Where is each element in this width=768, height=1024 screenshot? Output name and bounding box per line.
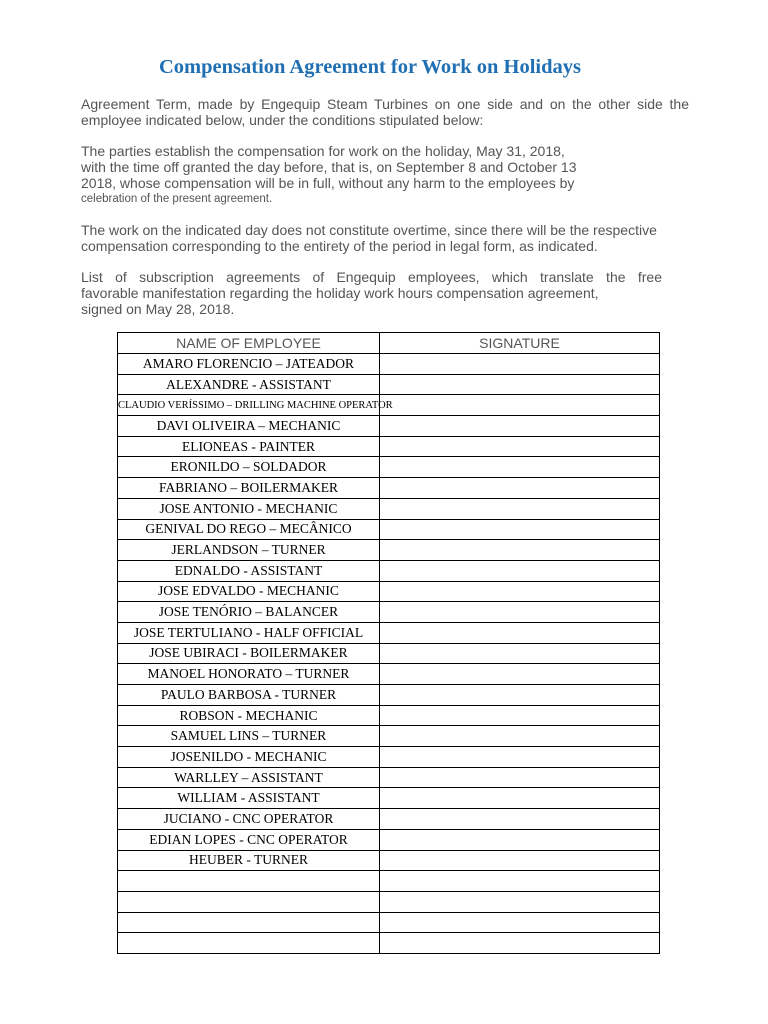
employee-name: JUCIANO - CNC OPERATOR <box>163 810 334 826</box>
employee-name: SAMUEL LINS – TURNER <box>170 728 327 744</box>
paragraph-compensation <box>81 143 689 207</box>
table-row <box>118 891 660 912</box>
table-row <box>118 436 660 457</box>
table-row <box>118 395 660 416</box>
signature-cell[interactable] <box>380 747 660 768</box>
employee-name-cell <box>118 705 380 726</box>
employee-name-cell <box>118 478 380 499</box>
signature-cell[interactable] <box>380 912 660 933</box>
signature-cell[interactable] <box>380 685 660 706</box>
employee-name: GENIVAL DO REGO – MECÂNICO <box>145 521 352 537</box>
employee-name-cell <box>118 540 380 561</box>
employee-name-cell <box>118 354 380 375</box>
signature-cell[interactable] <box>380 871 660 892</box>
employee-name-cell <box>118 747 380 768</box>
employee-name: MANOEL HONORATO – TURNER <box>147 666 350 682</box>
employee-name-cell <box>118 788 380 809</box>
signature-cell[interactable] <box>380 891 660 912</box>
signature-cell[interactable] <box>380 767 660 788</box>
signature-cell[interactable] <box>380 416 660 437</box>
employee-name-cell <box>118 664 380 685</box>
table-row <box>118 540 660 561</box>
employee-name: ALEXANDRE - ASSISTANT <box>166 376 331 392</box>
paragraph-subscription-list <box>81 269 662 317</box>
employee-name: DAVI OLIVEIRA – MECHANIC <box>156 417 341 433</box>
employee-name: EDNALDO - ASSISTANT <box>174 562 323 578</box>
employee-name-cell <box>118 519 380 540</box>
table-row <box>118 664 660 685</box>
table-row <box>118 622 660 643</box>
paragraph-agreement-term <box>81 96 689 128</box>
signature-cell[interactable] <box>380 829 660 850</box>
table-row <box>118 643 660 664</box>
paragraph-line: signed on May 28, 2018. <box>81 301 235 317</box>
employee-name: JERLANDSON – TURNER <box>171 542 326 558</box>
table-row <box>118 519 660 540</box>
table-row <box>118 747 660 768</box>
table-row <box>118 478 660 499</box>
signature-cell[interactable] <box>380 498 660 519</box>
table-header-row <box>118 333 660 354</box>
signature-cell[interactable] <box>380 850 660 871</box>
employee-name: JOSE TENÓRIO – BALANCER <box>158 604 339 620</box>
employee-name-cell <box>118 581 380 602</box>
employee-name-cell <box>118 891 380 912</box>
employee-name-cell <box>118 436 380 457</box>
signature-cell[interactable] <box>380 726 660 747</box>
table-row <box>118 705 660 726</box>
employee-name: JOSE TERTULIANO - HALF OFFICIAL <box>133 624 364 640</box>
employee-name-cell <box>118 560 380 581</box>
table-row <box>118 374 660 395</box>
table-row <box>118 602 660 623</box>
table-row <box>118 560 660 581</box>
paragraph-line: compensation corresponding to the entirety of the period in legal form, as indicated. <box>81 238 598 254</box>
table-row <box>118 685 660 706</box>
signature-cell[interactable] <box>380 374 660 395</box>
paragraph-line: The work on the indicated day does not constitute overtime, since there will be the respective <box>81 222 657 238</box>
employee-name: ROBSON - MECHANIC <box>179 707 318 723</box>
table-row <box>118 850 660 871</box>
employee-name-cell <box>118 498 380 519</box>
column-header-signature: SIGNATURE <box>380 333 660 354</box>
paragraph-line: List of subscription agreements of Engequip employees, which translate the free <box>81 269 662 285</box>
signature-table <box>117 332 660 954</box>
paragraph-line: celebration of the present agreement. <box>81 193 273 205</box>
signature-cell[interactable] <box>380 560 660 581</box>
table-row <box>118 829 660 850</box>
signature-cell[interactable] <box>380 664 660 685</box>
employee-name: WARLLEY – ASSISTANT <box>174 769 323 785</box>
paragraph-line: favorable manifestation regarding the holiday work hours compensation agreement, <box>81 285 599 301</box>
table-row <box>118 871 660 892</box>
employee-name-cell <box>118 726 380 747</box>
employee-name: WILLIAM - ASSISTANT <box>177 790 320 806</box>
signature-cell[interactable] <box>380 478 660 499</box>
employee-name: CLAUDIO VERÍSSIMO – DRILLING MACHINE OPERATOR <box>118 399 393 411</box>
signature-cell[interactable] <box>380 643 660 664</box>
paragraph-line: 2018, whose compensation will be in full, without any harm to the employees by <box>81 175 575 191</box>
paragraph-line: with the time off granted the day before, that is, on September 8 and October 13 <box>81 159 577 175</box>
employee-name: JOSENILDO - MECHANIC <box>170 748 327 764</box>
table-row <box>118 788 660 809</box>
employee-name-cell <box>118 829 380 850</box>
table-row <box>118 581 660 602</box>
employee-name: PAULO BARBOSA - TURNER <box>160 686 337 702</box>
employee-name: JOSE EDVALDO - MECHANIC <box>158 583 339 599</box>
employee-name-cell <box>118 933 380 954</box>
employee-name-cell <box>118 809 380 830</box>
table-body <box>118 354 660 954</box>
employee-name: HEUBER - TURNER <box>188 852 308 868</box>
signature-cell[interactable] <box>380 705 660 726</box>
employee-name-cell <box>118 850 380 871</box>
table-row <box>118 912 660 933</box>
employee-name-cell <box>118 457 380 478</box>
table-row <box>118 498 660 519</box>
table-row <box>118 809 660 830</box>
employee-name-cell <box>118 395 393 416</box>
employee-name: JOSE ANTONIO - MECHANIC <box>159 500 338 516</box>
signature-cell[interactable] <box>380 519 660 540</box>
employee-name-cell <box>118 912 380 933</box>
paragraph-overtime <box>81 222 689 254</box>
table-row <box>118 354 660 375</box>
signature-cell[interactable] <box>380 457 660 478</box>
table-row <box>118 933 660 954</box>
table-row <box>118 457 660 478</box>
employee-name-cell <box>118 643 380 664</box>
paragraph-line: employee indicated below, under the conditions stipulated below: <box>81 112 484 128</box>
employee-name: ERONILDO – SOLDADOR <box>170 459 327 475</box>
employee-name: JOSE UBIRACI - BOILERMAKER <box>149 645 348 661</box>
signature-cell[interactable] <box>380 395 660 416</box>
signature-cell[interactable] <box>380 540 660 561</box>
signature-cell[interactable] <box>380 788 660 809</box>
signature-cell[interactable] <box>380 354 660 375</box>
employee-name-cell <box>118 602 380 623</box>
signature-cell[interactable] <box>380 581 660 602</box>
document-title: Compensation Agreement for Work on Holidays <box>159 56 581 78</box>
employee-name-cell <box>118 871 380 892</box>
employee-name: FABRIANO – BOILERMAKER <box>158 479 338 495</box>
table-row <box>118 767 660 788</box>
paragraph-line: The parties establish the compensation for work on the holiday, May 31, 2018, <box>81 143 565 159</box>
employee-name-cell <box>118 416 380 437</box>
table-row <box>118 416 660 437</box>
employee-name-cell <box>118 374 380 395</box>
employee-name-cell <box>118 767 380 788</box>
employee-name-cell <box>118 622 380 643</box>
paragraph-line: Agreement Term, made by Engequip Steam Turbines on one side and on the other side the <box>81 96 689 112</box>
signature-cell[interactable] <box>380 622 660 643</box>
employee-name: AMARO FLORENCIO – JATEADOR <box>142 355 355 371</box>
employee-name: EDIAN LOPES - CNC OPERATOR <box>149 831 348 847</box>
signature-cell[interactable] <box>380 933 660 954</box>
signature-cell[interactable] <box>380 809 660 830</box>
employee-name: ELIONEAS - PAINTER <box>182 438 315 454</box>
employee-name-cell <box>118 685 380 706</box>
signature-cell[interactable] <box>380 436 660 457</box>
signature-cell[interactable] <box>380 602 660 623</box>
column-header-name: NAME OF EMPLOYEE <box>118 333 380 354</box>
table-row <box>118 726 660 747</box>
